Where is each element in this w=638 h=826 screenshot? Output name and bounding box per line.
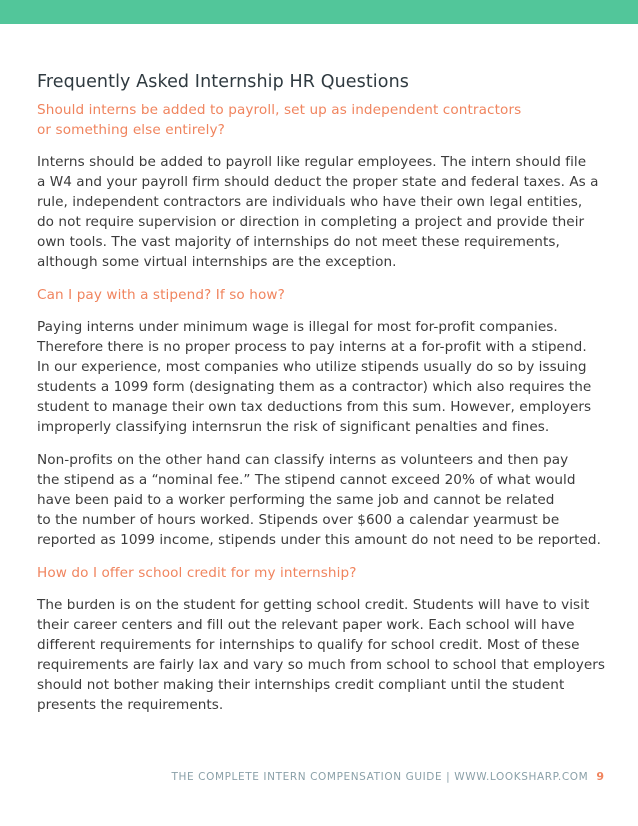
faq-question	[37, 285, 609, 305]
answer-line: presents the requirements.	[37, 697, 224, 713]
page-footer	[0, 770, 604, 783]
answer-line: Therefore there is no proper process to pay interns at a for-profit with a stipend.	[37, 339, 587, 355]
answer-line: to the number of hours worked. Stipends over $600 a calendar yearmust be	[37, 512, 560, 528]
faq-answer-paragraph	[37, 152, 609, 272]
faq-question	[37, 563, 609, 583]
answer-line: different requirements for internships to qualify for school credit. Most of these	[37, 637, 580, 653]
question-line: Should interns be added to payroll, set up as independent contractors	[37, 102, 522, 118]
answer-line: student to manage their own tax deductions from this sum. However, employers	[37, 399, 592, 415]
answer-line: The burden is on the student for getting school credit. Students will have to visit	[37, 597, 590, 613]
faq-answer-paragraph	[37, 450, 609, 550]
answer-line: a W4 and your payroll firm should deduct the proper state and federal taxes. As a	[37, 174, 599, 190]
answer-line: requirements are fairly lax and vary so much from school to school that employers	[37, 657, 606, 673]
answer-line: should not bother making their internships credit compliant until the student	[37, 677, 565, 693]
faq-question	[37, 100, 609, 140]
faq-section-stipend	[37, 285, 609, 563]
answer-line: Interns should be added to payroll like regular employees. The intern should file	[37, 154, 587, 170]
page-number: 9	[596, 770, 604, 783]
faq-section-school-credit	[37, 563, 609, 715]
answer-line: improperly classifying internsrun the risk of significant penalties and fines.	[37, 419, 550, 435]
answer-line: reported as 1099 income, stipends under this amount do not need to be reported.	[37, 532, 601, 548]
top-accent-bar	[0, 0, 638, 24]
answer-line: the stipend as a “nominal fee.” The stipend cannot exceed 20% of what would	[37, 472, 576, 488]
answer-line: have been paid to a worker performing the same job and cannot be related	[37, 492, 555, 508]
faq-section-payroll	[37, 100, 609, 285]
answer-line: their career centers and fill out the relevant paper work. Each school will have	[37, 617, 575, 633]
faq-answer-paragraph	[37, 317, 609, 437]
question-line: How do I offer school credit for my internship?	[37, 565, 357, 581]
page-title: Frequently Asked Internship HR Questions	[37, 72, 409, 92]
footer-text: THE COMPLETE INTERN COMPENSATION GUIDE | WWW.LOOKSHARP.COM	[171, 771, 589, 783]
answer-line: Paying interns under minimum wage is illegal for most for-profit companies.	[37, 319, 558, 335]
faq-answer-paragraph	[37, 595, 609, 715]
answer-line: rule, independent contractors are individuals who have their own legal entities,	[37, 194, 583, 210]
question-line: or something else entirely?	[37, 122, 225, 138]
page-content	[37, 70, 609, 715]
answer-line: In our experience, most companies who utilize stipends usually do so by issuing	[37, 359, 587, 375]
question-line: Can I pay with a stipend? If so how?	[37, 287, 285, 303]
answer-line: students a 1099 form (designating them as a contractor) which also requires the	[37, 379, 592, 395]
answer-line: although some virtual internships are the exception.	[37, 254, 397, 270]
answer-line: do not require supervision or direction in completing a project and provide their	[37, 214, 585, 230]
answer-line: Non-profits on the other hand can classify interns as volunteers and then pay	[37, 452, 569, 468]
answer-line: own tools. The vast majority of internships do not meet these requirements,	[37, 234, 560, 250]
